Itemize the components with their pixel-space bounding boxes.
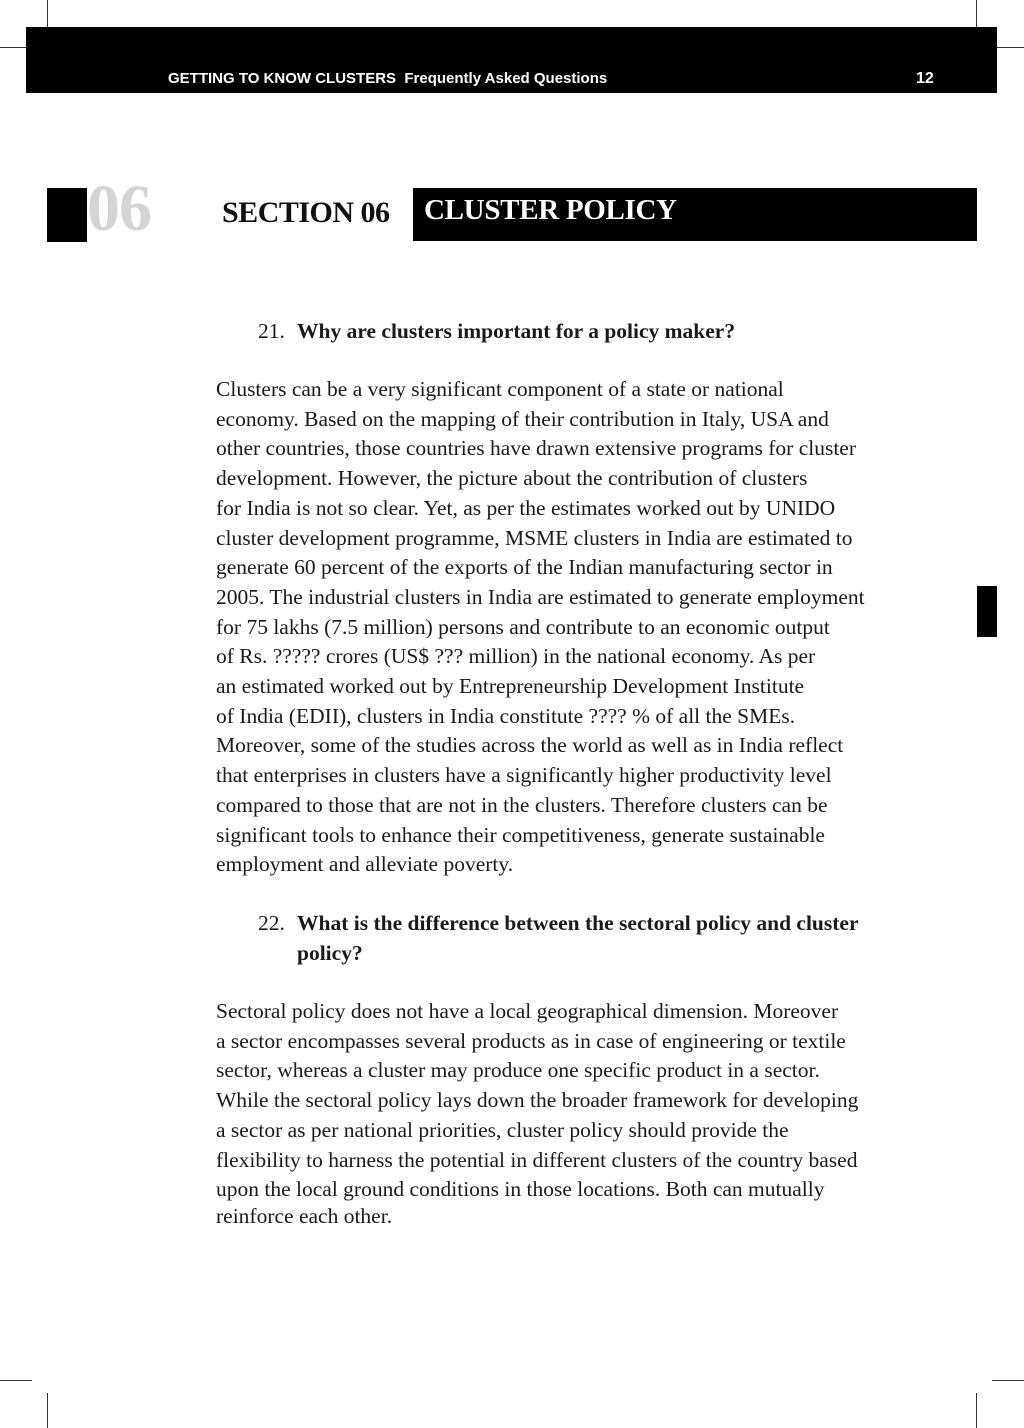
answer-line: for India is not so clear. Yet, as per the estimates worked out by UNIDO: [216, 495, 836, 520]
answer-line: development. However, the picture about the contribution of clusters: [216, 466, 808, 491]
answer-line: flexibility to harness the potential in different clusters of the country based: [216, 1147, 858, 1172]
answer-line: Clusters can be a very significant component of a state or national: [216, 377, 784, 401]
answer-line: of Rs. ????? crores (US$ ??? million) in the national economy. As per: [216, 644, 816, 669]
answer-line: cluster development programme, MSME clusters in India are estimated to: [216, 525, 853, 550]
answer-line: that enterprises in clusters have a significantly higher productivity level: [216, 763, 832, 788]
answer-paragraph: [216, 375, 946, 880]
section-number-large: 06: [87, 172, 151, 245]
answer-line: for 75 lakhs (7.5 million) persons and contribute to an economic output: [216, 614, 830, 639]
answer-line: of India (EDII), clusters in India constitute ???? % of all the SMEs.: [216, 703, 796, 728]
answer-line: While the sectoral policy lays down the broader framework for developing: [216, 1088, 859, 1113]
question-heading: [258, 908, 958, 968]
section-marker-block: [47, 188, 87, 242]
question-heading: [258, 316, 958, 346]
answer-line: other countries, those countries have drawn extensive programs for cluster: [216, 436, 857, 461]
side-tab-marker: [977, 586, 997, 637]
answer-line: an estimated worked out by Entrepreneurship Development Institute: [216, 674, 805, 699]
crop-mark: [0, 1380, 32, 1381]
answer-line: significant tools to enhance their competitiveness, generate sustainable: [216, 822, 825, 847]
answer-line: reinforce each other.: [216, 1203, 393, 1228]
answer-line: 2005. The industrial clusters in India are estimated to generate employment: [216, 584, 865, 609]
answer-line: economy. Based on the mapping of their contribution in Italy, USA and: [216, 406, 829, 431]
question-title: Why are clusters important for a policy maker?: [297, 319, 736, 343]
answer-line: sector, whereas a cluster may produce one specific product in a sector.: [216, 1058, 820, 1083]
question-number: 21.: [258, 319, 285, 343]
running-header-title: GETTING TO KNOW CLUSTERS Frequently Asked Questions: [168, 70, 608, 87]
crop-mark: [992, 1380, 1024, 1381]
answer-line: a sector as per national priorities, cluster policy should provide the: [216, 1117, 789, 1142]
answer-line: employment and alleviate poverty.: [216, 852, 514, 877]
question-number: 22.: [258, 911, 285, 935]
answer-line: compared to those that are not in the clusters. Therefore clusters can be: [216, 792, 828, 817]
answer-line: upon the local ground conditions in those locations. Both can mutually: [216, 1177, 825, 1202]
crop-mark: [976, 1393, 977, 1428]
page-number: 12: [916, 70, 934, 87]
question-title-line: What is the difference between the sectoral policy and cluster: [297, 911, 859, 935]
crop-mark: [47, 1393, 48, 1428]
section-label: SECTION 06: [222, 196, 390, 229]
question-title-line: policy?: [297, 941, 363, 965]
answer-paragraph: [216, 997, 946, 1227]
answer-line: a sector encompasses several products as in case of engineering or textile: [216, 1028, 846, 1053]
answer-line: generate 60 percent of the exports of the Indian manufacturing sector in: [216, 555, 833, 580]
section-title: CLUSTER POLICY: [424, 194, 677, 226]
answer-line: Sectoral policy does not have a local geographical dimension. Moreover: [216, 999, 839, 1023]
answer-line: Moreover, some of the studies across the world as well as in India reflect: [216, 733, 844, 758]
